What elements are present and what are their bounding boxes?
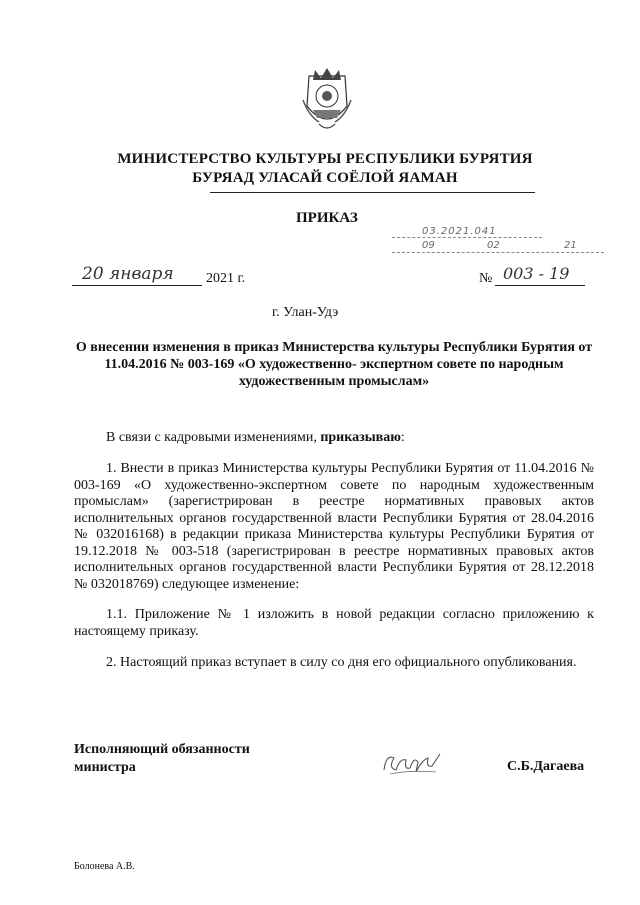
date-underline (72, 285, 202, 286)
order-heading: О внесении изменения в приказ Министерства культуры Республики Бурятия от 11.04.2016 № 003-169 «О художественно- экспертном совете по народным художественным промыслам» (75, 340, 593, 389)
stamp-month: 02 (487, 240, 500, 251)
signer-name: С.Б.Дагаева (507, 759, 585, 774)
stamp-year: 21 (564, 240, 577, 251)
ministry-name-bua: БУРЯАД УЛАСАЙ СОЁЛОЙ ЯАМАН (192, 170, 458, 186)
paragraph-2: 2. Настоящий приказ вступает в силу со дня его официального опубликования. (106, 655, 577, 670)
signer-title-line2: министра (74, 760, 136, 775)
ministry-header (60, 150, 590, 188)
order-number-label: № (479, 271, 493, 286)
signer-title (74, 741, 250, 777)
order-city: г. Улан-Удэ (272, 305, 339, 320)
emblem-icon (297, 66, 357, 136)
order-title: ПРИКАЗ (296, 210, 358, 226)
paragraph-1-1: 1.1. Приложение № 1 изложить в новой редакции согласно приложению к настоящему приказу. (74, 607, 594, 639)
signer-title-line1: Исполняющий обязанности (74, 742, 250, 757)
executor-name: Болонева А.В. (74, 861, 135, 872)
order-date-handwritten: 20 января (82, 264, 174, 284)
handwritten-signature (380, 748, 450, 778)
intro-paragraph (74, 430, 594, 447)
registration-stamp (392, 222, 607, 262)
order-year: 2021 г. (206, 271, 246, 286)
number-underline (495, 285, 585, 286)
intro-bold: приказываю (320, 430, 401, 445)
stamp-day: 09 (422, 240, 435, 251)
intro-end: : (400, 430, 405, 445)
intro-text: В связи с кадровыми изменениями, (106, 430, 321, 445)
stamp-reg-number: 03.2021.041 (422, 226, 497, 237)
order-number-handwritten: 003 - 19 (503, 264, 570, 283)
stamp-date-line (392, 252, 604, 253)
paragraph-1: 1. Внести в приказ Министерства культуры Республики Бурятия от 11.04.2016 № 003-169 «О художественно-экспертном совете по народным художественным промыслам» (зарегистрирован в реестре нормативных правовых актов исполнительных органов государственной власти Республики Бурятия от 28.04.2016 № 032016168) в редакции приказа Министерства культуры Республики Бурятия от 19.12.2018 № 003-518 (зарегистрирован в реестре нормативных правовых актов исполнительных органов государственной власти Республики Бурятия от 28.12.2018 № 032018769) следующее изменение: (74, 461, 594, 592)
ministry-name-ru: МИНИСТЕРСТВО КУЛЬТУРЫ РЕСПУБЛИКИ БУРЯТИЯ (117, 151, 533, 167)
header-underline (210, 192, 535, 193)
stamp-line (392, 237, 542, 238)
